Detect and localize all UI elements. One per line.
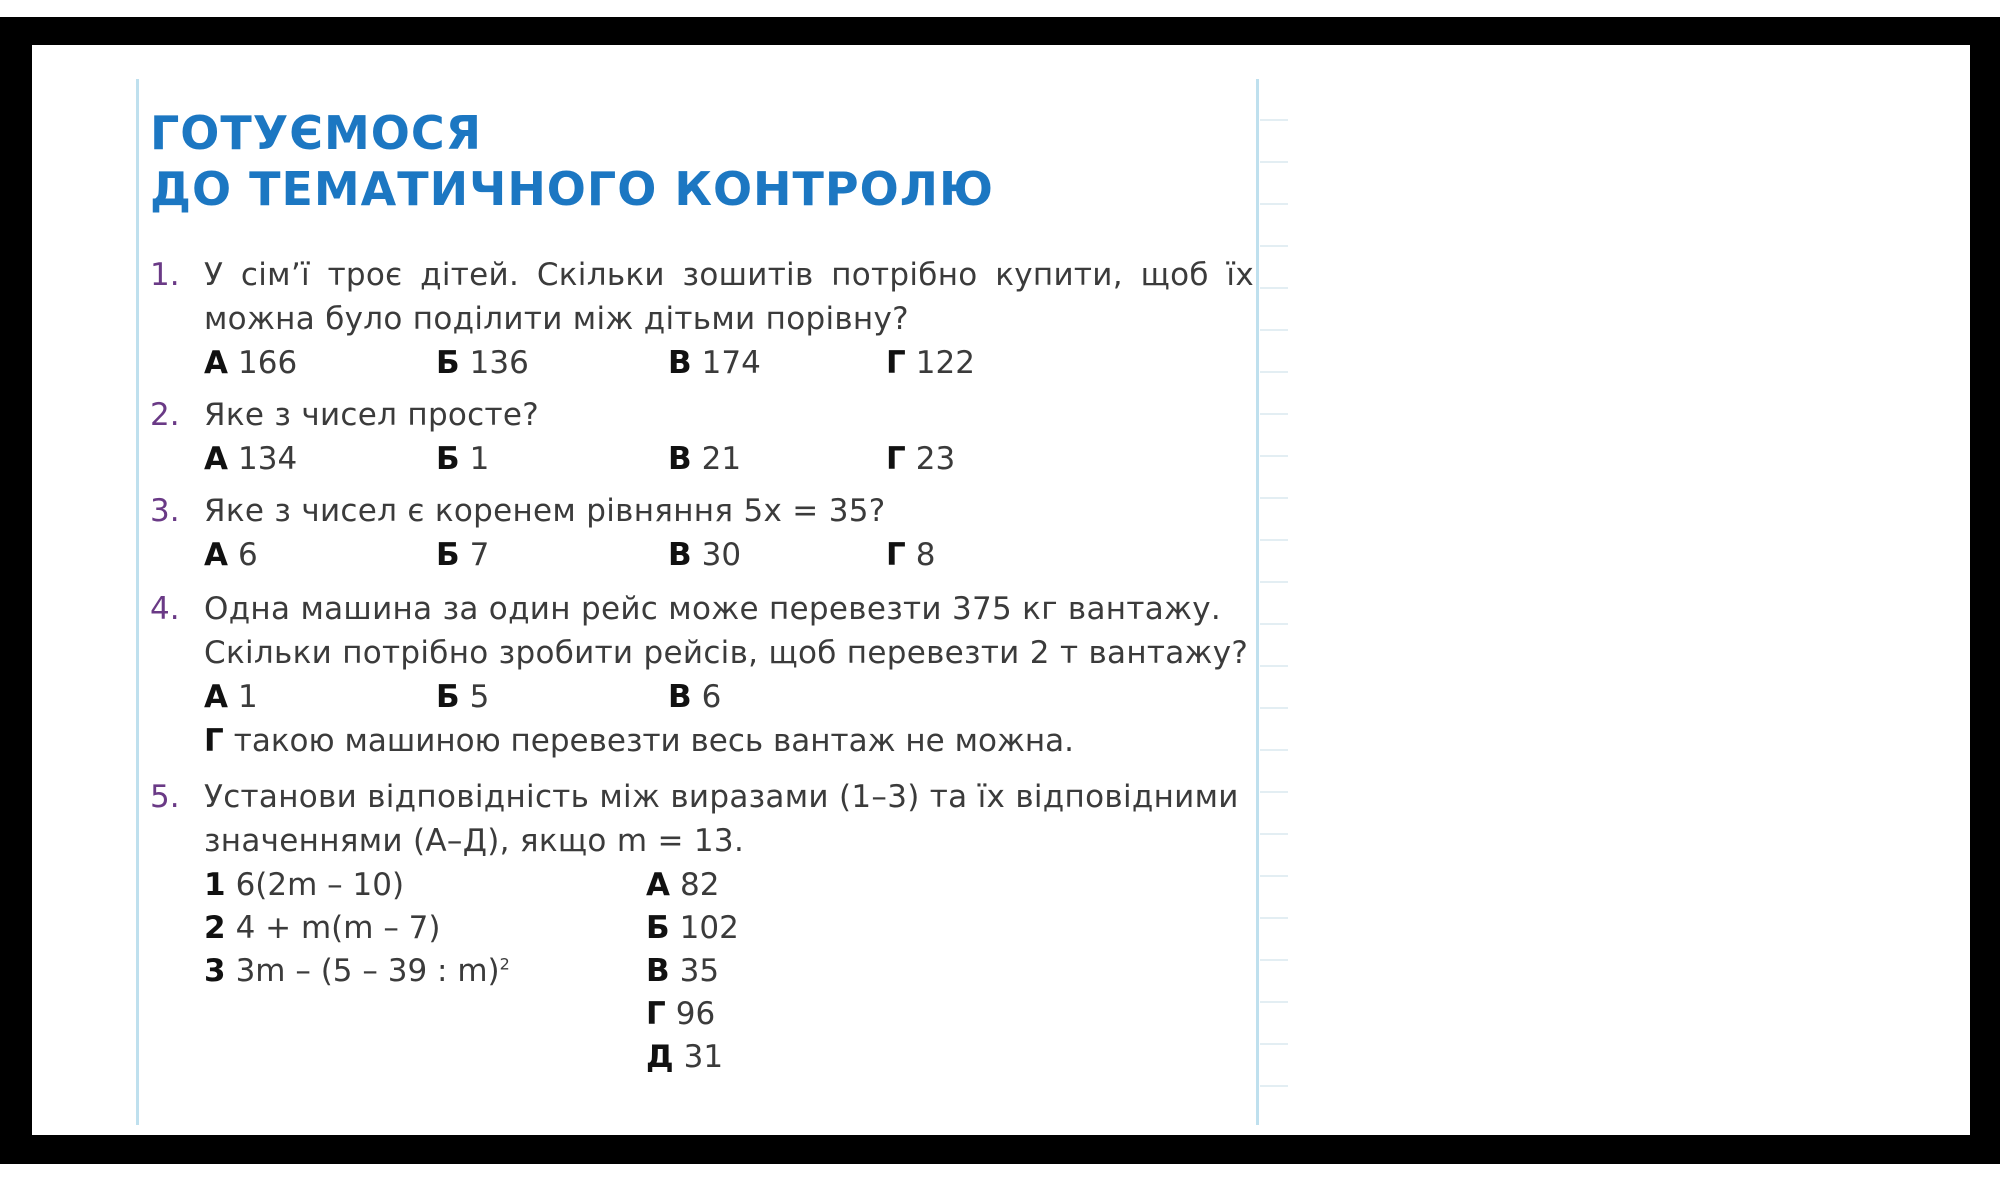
value-item: А 82 xyxy=(646,867,720,903)
question-text: У сім’ї троє дітей. Скільки зошитів потрібно купити, щоб їх xyxy=(204,257,1254,293)
bottom-white-strip xyxy=(0,1164,2000,1200)
notebook-grid-edge xyxy=(1260,79,1288,1125)
answer-option: Б 1 xyxy=(436,441,490,477)
question-number: 4. xyxy=(150,591,180,627)
value-item: Б 102 xyxy=(646,910,739,946)
question-number: 3. xyxy=(150,493,180,529)
answer-option: Г 23 xyxy=(886,441,956,477)
page-margin-line-right xyxy=(1256,79,1259,1125)
question-text: значеннями (А–Д), якщо m = 13. xyxy=(204,823,745,859)
value-item: В 35 xyxy=(646,953,720,989)
question-text: Одна машина за один рейс може перевезти 375 кг вантажу. xyxy=(204,591,1222,627)
top-white-strip xyxy=(0,0,2000,17)
answer-option: А 1 xyxy=(204,679,258,715)
question-number: 2. xyxy=(150,397,180,433)
question-text: Установи відповідність між виразами (1–3) та їх відповідними xyxy=(204,779,1239,815)
page-title-line2: ДО ТЕМАТИЧНОГО КОНТРОЛЮ xyxy=(150,162,994,216)
slide xyxy=(32,45,1970,1135)
answer-option: Г 8 xyxy=(886,537,936,573)
expression-item: 2 4 + m(m – 7) xyxy=(204,910,441,946)
answer-option: А 134 xyxy=(204,441,298,477)
question-text: Яке з чисел є коренем рівняння 5x = 35? xyxy=(204,493,886,529)
textbook-page xyxy=(136,79,1366,1125)
question-text: Скільки потрібно зробити рейсів, щоб перевезти 2 т вантажу? xyxy=(204,635,1249,671)
expression-item: 3 3m – (5 – 39 : m)$^2$ xyxy=(204,953,510,989)
page-title-line1: ГОТУЄМОСЯ xyxy=(150,106,483,160)
question-text: можна було поділити між дітьми порівну? xyxy=(204,301,909,337)
question-number: 1. xyxy=(150,257,180,293)
answer-option: Г такою машиною перевезти весь вантаж не можна. xyxy=(204,723,1074,759)
question-text: Яке з чисел просте? xyxy=(204,397,540,433)
answer-option: Б 7 xyxy=(436,537,490,573)
expression-item: 1 6(2m – 10) xyxy=(204,867,405,903)
value-item: Г 96 xyxy=(646,996,716,1032)
answer-option: В 174 xyxy=(668,345,761,381)
answer-option: В 21 xyxy=(668,441,742,477)
question-number: 5. xyxy=(150,779,180,815)
answer-option: Б 5 xyxy=(436,679,490,715)
page-margin-line-left xyxy=(136,79,139,1125)
page-title xyxy=(150,105,994,217)
answer-option: А 166 xyxy=(204,345,298,381)
answer-option: Г 122 xyxy=(886,345,975,381)
answer-option: В 6 xyxy=(668,679,722,715)
value-item: Д 31 xyxy=(646,1039,724,1075)
answer-option: Б 136 xyxy=(436,345,529,381)
answer-option: В 30 xyxy=(668,537,742,573)
answer-option: А 6 xyxy=(204,537,258,573)
